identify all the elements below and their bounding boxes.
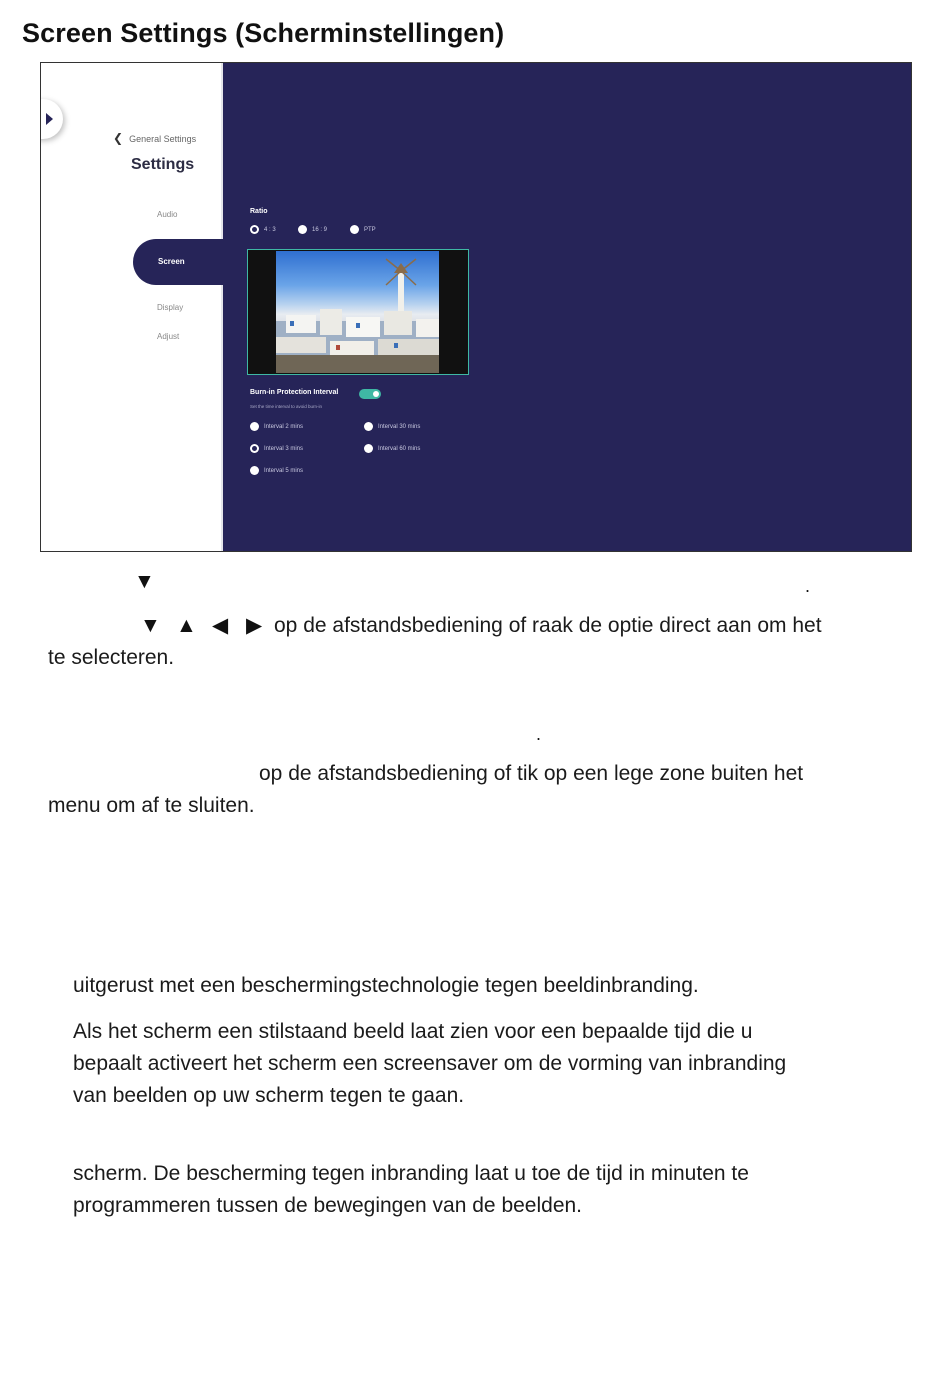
burn-in-paragraph-2-line: bepaalt activeert het scherm een screensaver om de vorming van inbranding [73,1052,787,1075]
burn-in-toggle[interactable] [359,389,381,399]
play-triangle-icon [46,113,53,125]
ratio-option-ptp[interactable] [350,225,376,234]
ratio-option-16-9[interactable] [298,225,327,234]
radio-icon [350,225,359,234]
arrow-up-icon: ▲ [176,614,197,637]
instruction-line: menu om af te sluiten. [48,794,255,817]
ratio-option-label: 16 : 9 [312,226,328,233]
arrow-down-icon: ▼ [134,570,155,593]
sentence-period: . [805,576,811,596]
settings-sidebar [41,63,223,551]
burn-in-paragraph-2-line: Als het scherm een stilstaand beeld laat zien voor een bepaalde tijd die u [73,1020,753,1043]
radio-icon [298,225,307,234]
radio-icon [364,422,373,431]
menu-item-audio[interactable]: Audio [157,210,178,219]
radio-icon [364,444,373,453]
radio-selected-icon [250,444,259,453]
ratio-option-label: 4 : 3 [264,226,276,233]
preview-photo [276,251,439,373]
expand-sidebar-button[interactable] [40,99,63,139]
back-to-general-settings[interactable] [113,131,196,145]
ratio-option-label: PTP [364,226,376,233]
arrow-left-icon: ◀ [212,614,229,637]
interval-option-label: Interval 60 mins [378,445,421,452]
interval-option-label: Interval 5 mins [264,467,304,474]
menu-item-screen[interactable] [133,239,228,285]
arrow-down-icon: ▼ [140,614,161,637]
menu-item-screen-label: Screen [158,257,185,266]
chevron-left-icon: ❮ [113,131,124,145]
page-heading: Screen Settings (Scherminstellingen) [22,18,505,48]
radio-selected-icon [250,225,259,234]
interval-option-5[interactable] [250,466,303,475]
ratio-option-4-3[interactable] [250,225,276,234]
ratio-label: Ratio [250,208,268,215]
instruction-line: op de afstandsbediening of tik op een lege zone buiten het [259,762,804,785]
interval-option-2[interactable] [250,422,303,431]
menu-item-display[interactable]: Display [157,303,184,312]
interval-option-3[interactable] [250,444,303,453]
back-label: General Settings [129,134,197,144]
burn-in-paragraph-2-line: van beelden op uw scherm tegen te gaan. [73,1084,465,1107]
aspect-ratio-preview [247,249,469,375]
screen-settings-screenshot [40,62,912,552]
burn-in-paragraph-3-line: scherm. De bescherming tegen inbranding laat u toe de tijd in minuten te [73,1162,749,1185]
arrow-right-icon: ▶ [246,614,263,637]
burn-in-paragraph-1: uitgerust met een beschermingstechnologie tegen beeldinbranding. [73,974,699,997]
radio-icon [250,466,259,475]
instruction-line: te selecteren. [48,646,175,669]
burn-in-subtitle: Set the time interval to avoid burn-in [250,404,323,409]
menu-item-adjust[interactable]: Adjust [157,332,180,341]
radio-icon [250,422,259,431]
burn-in-title: Burn-in Protection Interval [250,389,339,396]
interval-option-label: Interval 3 mins [264,445,304,452]
interval-option-60[interactable] [364,444,420,453]
interval-option-30[interactable] [364,422,420,431]
settings-title: Settings [131,156,195,173]
interval-option-label: Interval 30 mins [378,423,421,430]
instruction-line: op de afstandsbediening of raak de optie direct aan om het [274,614,822,637]
interval-option-label: Interval 2 mins [264,423,304,430]
burn-in-paragraph-3-line: programmeren tussen de bewegingen van de beelden. [73,1194,583,1217]
sentence-period: . [536,724,542,744]
